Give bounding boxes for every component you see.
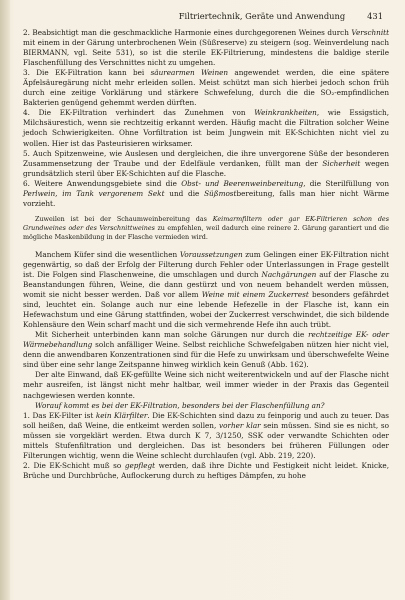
emphasized-text: Weinkrankheiten bbox=[254, 108, 317, 118]
text-run: 2. Die EK-Schicht muß so bbox=[23, 460, 125, 470]
body-paragraph bbox=[23, 108, 389, 148]
page-number: 431 bbox=[367, 11, 383, 21]
body-paragraph bbox=[23, 461, 389, 481]
emphasized-text: gepflegt bbox=[124, 460, 156, 470]
text-run: sein müssen. Sind sie es nicht, so müssen sie vorgeklärt werden. Etwa durch K 7, 3/1250, SSK oder verwandte Schichten oder mittels Stufenfiltration und dergleichen. Das ist besonders bei früheren Füllungen oder Filterungen wichtig, wenn die Weine schlecht durchlaufen (vgl. Abb. 219, 220). bbox=[23, 420, 389, 460]
text-run: 6. Weitere Anwendungsgebiete sind die bbox=[23, 178, 182, 188]
running-head bbox=[23, 10, 389, 22]
text-run: 5. Auch Spitzenweine, wie Auslesen und dergleichen, die ihre unvergorene Süße der besonderen Zusammensetzung der Traube und der Edelfäule verdanken, füllt man der bbox=[23, 148, 389, 168]
text-run: Manchem Küfer sind die wesentlichen bbox=[35, 249, 180, 259]
emphasized-text: Worauf kommt es bei der EK-Filtration, besonders bei der Flaschenfüllung an? bbox=[35, 400, 325, 410]
text-run: wegen grundsätzlich steril über EK-Schichten auf die Flasche. bbox=[23, 158, 389, 178]
text-run: auf der Flasche zu Beanstandungen führen, Weine, die dann gestürzt und von neuem behandelt werden müssen, womit sie nicht besser werden. Daß vor allem bbox=[23, 269, 389, 300]
emphasized-text: im Tank vergorenem Sekt bbox=[62, 188, 165, 198]
text-run: bereitung, falls man hier nicht Wärme vorzieht. bbox=[23, 188, 390, 208]
emphasized-text: Weine mit einem Zuckerrest bbox=[201, 290, 309, 300]
note-paragraph bbox=[23, 215, 389, 242]
text-run: Der alte Einwand, daß EK-gefüllte Weine sich nicht weiterentwickeln und auf der Flasche nicht mehr ausreifen, ist längst nicht mehr haltbar, weil immer wieder in der Praxis das Gegenteil nachgewiesen werden konnte. bbox=[23, 370, 389, 400]
body-paragraph bbox=[23, 250, 389, 330]
text-run: 3. Die EK-Filtration kann bei bbox=[23, 68, 151, 78]
body-paragraph bbox=[23, 401, 389, 411]
text-run: , wie Essigstich, Milchsäurestich, wenn sie rechtzeitig erkannt werden. Häufig macht die Filtration solcher Weine jedoch Schwierigkeiten. Ohne Vorfiltration ist beim Jungwein mit EK-Schichten nicht viel zu wollen. Hier ist das Pasteurisieren wirksamer. bbox=[23, 108, 389, 148]
body-paragraph bbox=[23, 28, 389, 68]
emphasized-text: Verschnitt bbox=[351, 28, 389, 37]
text-run: , die Sterilfüllung von bbox=[303, 178, 389, 188]
text-run: 2. Beabsichtigt man die geschmackliche Harmonie eines durchgegorenen Weines durch bbox=[23, 28, 352, 37]
text-run: . Die EK-Schichten sind dazu zu feinporig und auch zu teuer. Das soll heißen, daß Weine, die entkeimt werden sollen, bbox=[23, 410, 389, 430]
page-gutter bbox=[0, 0, 10, 600]
emphasized-text: rechtzeitige EK- oder Wärmebehandlung bbox=[23, 330, 390, 350]
text-run: besonders gefährdet sind, leuchtet ein. Solange auch nur eine lebende Hefezelle in der Flasche ist, kann ein Hefewachstum und eine Gärung stattfinden, wobei der Zuckerrest verschwindet, die sich bildende Kohlensäure den Wein scharf macht und die sich vermehrende Hefe ihn auch trübt. bbox=[23, 290, 389, 330]
text-run: Zuweilen ist bei der Schaumweinbereitung das bbox=[35, 214, 213, 223]
body-paragraph bbox=[23, 68, 389, 108]
emphasized-text: Obst- und Beerenweinbereitung bbox=[181, 178, 304, 188]
text-run: , bbox=[55, 188, 63, 198]
emphasized-text: Nachgärungen bbox=[261, 269, 317, 279]
text-run: 1. Das EK-Filter ist bbox=[23, 410, 96, 420]
text-run: und die bbox=[164, 188, 205, 198]
body-paragraph bbox=[23, 370, 389, 400]
text-run: werden, daß ihre Dichte und Festigkeit nicht leidet. Knicke, Brüche und Durchbrüche, Auflockerung durch zu heftiges Dämpfen, zu hohe bbox=[23, 460, 389, 480]
emphasized-text: Voraussetzungen bbox=[179, 249, 243, 259]
emphasized-text: Süßmost bbox=[204, 188, 237, 198]
emphasized-text: Keimarmfiltern oder gar EK-Filtrieren schon des Grundweines oder des Verschnittweines bbox=[23, 214, 389, 232]
body-paragraph bbox=[23, 179, 389, 209]
text-run: mit einem in der Gärung unterbrochenen Wein (Süßreserve) zu steigern (sog. Weinverdelung nach BIERMANN, vgl. Seite 531), so ist die sterile EK-Filtrierung, mindestens die baldige sterile Flaschenfüllung des Verschnittes nicht zu umgehen. bbox=[23, 38, 389, 68]
emphasized-text: säurearmen Weinen bbox=[150, 68, 229, 78]
body-paragraph bbox=[23, 149, 389, 179]
body-paragraph bbox=[23, 411, 389, 461]
text-run: zu empfehlen, weil dadurch eine reinere 2. Gärung garantiert und die mögliche Maskenbildung in der Flasche vermieden wird. bbox=[23, 223, 389, 241]
emphasized-text: kein Klärfilter bbox=[95, 410, 148, 420]
emphasized-text: vorher klar bbox=[219, 420, 261, 430]
emphasized-text: Perlwein bbox=[23, 188, 56, 198]
body-paragraph bbox=[23, 330, 389, 370]
text-run: 4. Die EK-Filtration verhindert das Zunehmen von bbox=[23, 108, 255, 118]
running-head-title: Filtriertechnik, Geräte und Anwendung bbox=[178, 11, 346, 21]
text-run: Mit Sicherheit unterbinden kann man solche Gärungen nur durch die bbox=[35, 330, 309, 340]
text-run: zum Gelingen einer EK-Filtration nicht gegenwärtig, so daß der Erfolg der Filterung durch Fehler oder Unterlassungen in Frage gestellt ist. Die Folgen sind Flaschenweine, die umschlagen und durch bbox=[23, 249, 390, 279]
text-run: solch anfälliger Weine. Selbst reichliche Schwefelgaben nützen hier nicht viel, denn die anwendbaren Konzentrationen sind für die Hefe zu unwirksam und überschwefelte Weine sind über eine sehr lange Zeitspanne hinweg wirklich kein Genuß (Abb. 162). bbox=[23, 340, 389, 370]
body-text bbox=[23, 28, 389, 481]
text-run: angewendet werden, die eine spätere Äpfelsäuregärung nicht mehr erleiden sollen. Meist schützt man sich hierbei jedoch schon früh durch eine zeitige Vorklärung und stärkere Schwefelung, durch die die SO₂-empfindlichen Bakterien genügend gehemmt werden dürften. bbox=[23, 68, 390, 108]
emphasized-text: Sicherheit bbox=[322, 158, 361, 168]
